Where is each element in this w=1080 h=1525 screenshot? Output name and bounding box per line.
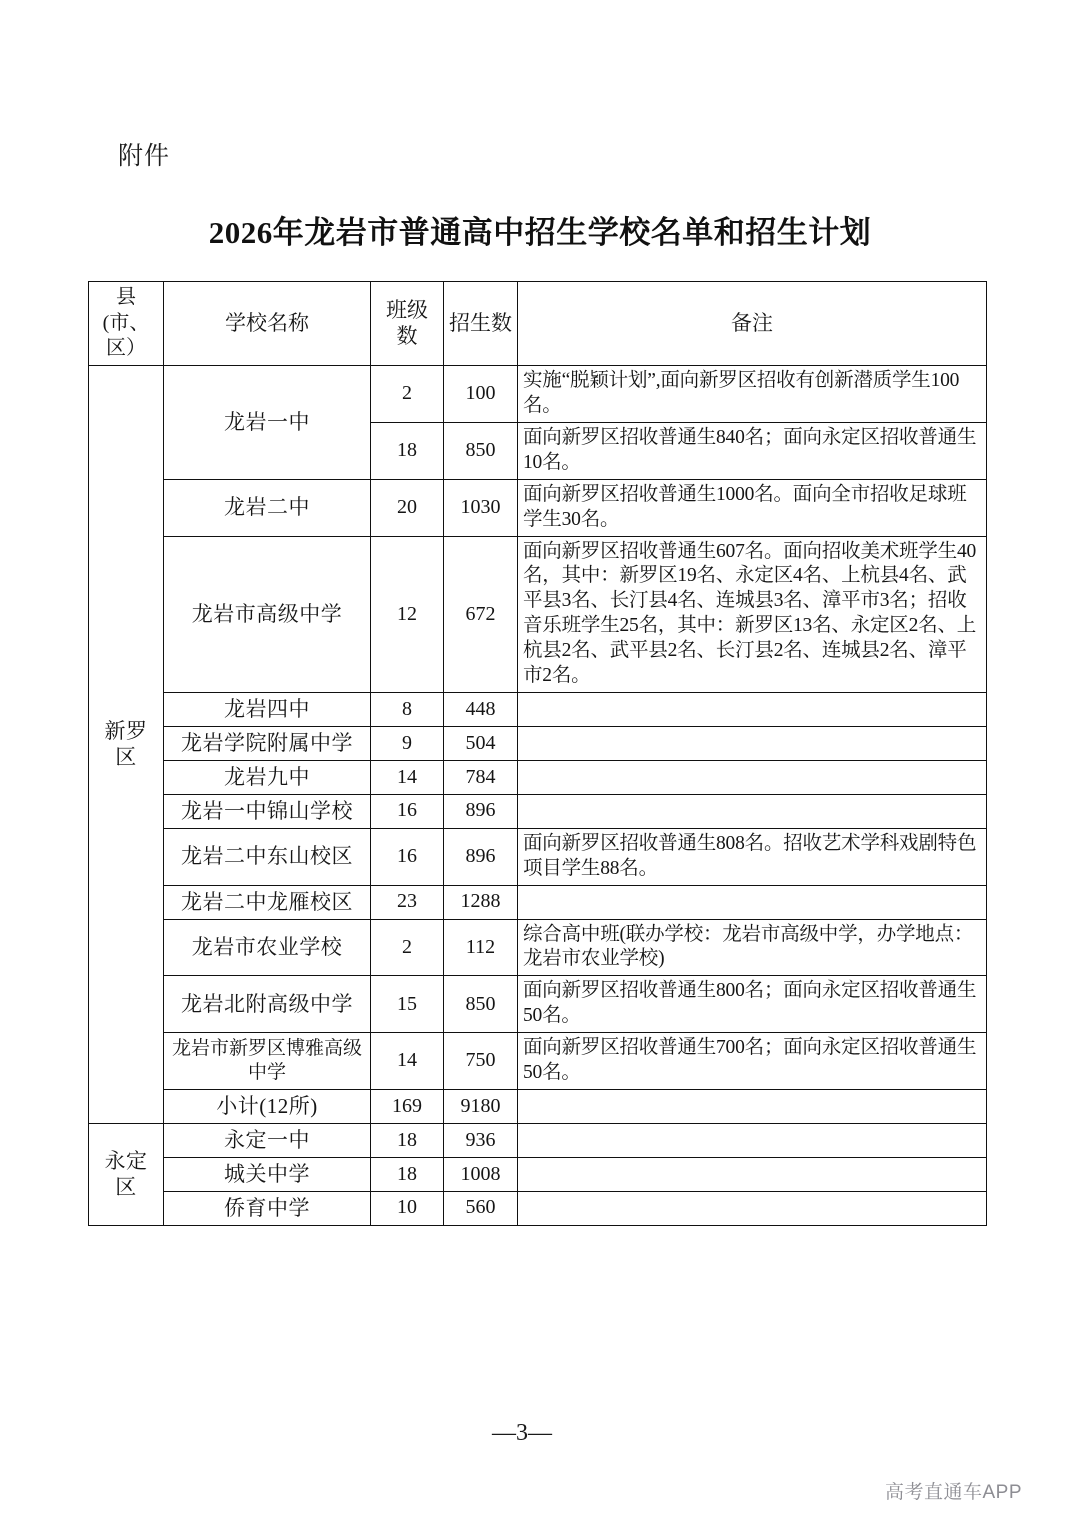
table-row [89, 828, 987, 885]
column-header-remark: 备注 [518, 282, 987, 366]
attachment-label: 附件 [118, 143, 171, 170]
remark-cell [518, 794, 987, 828]
classes-cell: 8 [371, 693, 444, 727]
enrollment-plan-table [88, 281, 987, 1226]
classes-cell: 18 [371, 1124, 444, 1158]
table-row-subtotal [89, 1090, 987, 1124]
enrollment-cell: 850 [444, 422, 518, 479]
school-name-cell: 龙岩二中东山校区 [164, 828, 371, 885]
remark-cell [518, 693, 987, 727]
classes-cell: 16 [371, 828, 444, 885]
region-cell-yongding: 永定区 [89, 1124, 164, 1226]
table-row [89, 1033, 987, 1090]
school-name-cell: 龙岩四中 [164, 693, 371, 727]
enrollment-cell: 896 [444, 794, 518, 828]
table-row [89, 760, 987, 794]
enrollment-cell: 100 [444, 365, 518, 422]
table-row [89, 536, 987, 693]
subtotal-enrollment-cell: 9180 [444, 1090, 518, 1124]
remark-cell: 面向新罗区招收普通生808名。招收艺术学科戏剧特色项目学生88名。 [518, 828, 987, 885]
column-header-region: 县(市、区） [89, 282, 164, 366]
subtotal-classes-cell: 169 [371, 1090, 444, 1124]
classes-cell: 12 [371, 536, 444, 693]
school-name-cell: 城关中学 [164, 1157, 371, 1191]
region-cell-xinluo: 新罗区 [89, 365, 164, 1123]
remark-cell [518, 1191, 987, 1225]
enrollment-cell: 560 [444, 1191, 518, 1225]
enrollment-cell: 672 [444, 536, 518, 693]
school-name-cell: 龙岩九中 [164, 760, 371, 794]
table-row [89, 919, 987, 976]
column-header-classes: 班级数 [371, 282, 444, 366]
table-row [89, 1157, 987, 1191]
classes-cell: 23 [371, 885, 444, 919]
classes-cell: 16 [371, 794, 444, 828]
classes-cell: 9 [371, 727, 444, 761]
table-row [89, 794, 987, 828]
school-name-cell: 龙岩二中龙雁校区 [164, 885, 371, 919]
enrollment-cell: 936 [444, 1124, 518, 1158]
table-row [89, 365, 987, 422]
enrollment-plan-table-container [88, 281, 986, 1226]
table-row [89, 1124, 987, 1158]
school-name-cell: 龙岩市新罗区博雅高级中学 [164, 1033, 371, 1090]
enrollment-cell: 1008 [444, 1157, 518, 1191]
column-header-school: 学校名称 [164, 282, 371, 366]
enrollment-cell: 750 [444, 1033, 518, 1090]
remark-cell: 面向新罗区招收普通生840名；面向永定区招收普通生10名。 [518, 422, 987, 479]
remark-cell: 面向新罗区招收普通生1000名。面向全市招收足球班学生30名。 [518, 479, 987, 536]
classes-cell: 2 [371, 365, 444, 422]
enrollment-cell: 504 [444, 727, 518, 761]
remark-cell [518, 1090, 987, 1124]
remark-cell [518, 1157, 987, 1191]
table-row [89, 885, 987, 919]
school-name-cell: 龙岩北附高级中学 [164, 976, 371, 1033]
school-name-cell: 龙岩一中 [164, 365, 371, 479]
classes-cell: 14 [371, 1033, 444, 1090]
enrollment-cell: 784 [444, 760, 518, 794]
page-number: —3— [492, 1420, 552, 1446]
classes-cell: 20 [371, 479, 444, 536]
classes-cell: 18 [371, 422, 444, 479]
subtotal-label-cell: 小计(12所) [164, 1090, 371, 1124]
classes-cell: 2 [371, 919, 444, 976]
school-name-cell: 龙岩市农业学校 [164, 919, 371, 976]
remark-cell: 面向新罗区招收普通生800名；面向永定区招收普通生50名。 [518, 976, 987, 1033]
enrollment-cell: 1030 [444, 479, 518, 536]
page-title: 2026年龙岩市普通高中招生学校名单和招生计划 [208, 215, 872, 250]
table-row [89, 727, 987, 761]
remark-cell: 面向新罗区招收普通生607名。面向招收美术班学生40名，其中：新罗区19名、永定区4名、上杭县4名、武平县3名、长汀县4名、连城县3名、漳平市3名；招收音乐班学生25名，其中：新罗区13名、永定区2名、上杭县2名、武平县2名、长汀县2名、连城县2名、漳平市2名。 [518, 536, 987, 693]
enrollment-cell: 448 [444, 693, 518, 727]
school-name-cell: 侨育中学 [164, 1191, 371, 1225]
enrollment-cell: 112 [444, 919, 518, 976]
column-header-enrollment: 招生数 [444, 282, 518, 366]
classes-cell: 14 [371, 760, 444, 794]
table-header-row [89, 282, 987, 366]
classes-cell: 10 [371, 1191, 444, 1225]
table-row [89, 976, 987, 1033]
table-row [89, 479, 987, 536]
table-row [89, 1191, 987, 1225]
enrollment-cell: 850 [444, 976, 518, 1033]
school-name-cell: 龙岩市高级中学 [164, 536, 371, 693]
remark-cell: 实施“脱颖计划”,面向新罗区招收有创新潜质学生100名。 [518, 365, 987, 422]
classes-cell: 15 [371, 976, 444, 1033]
remark-cell: 面向新罗区招收普通生700名；面向永定区招收普通生50名。 [518, 1033, 987, 1090]
remark-cell [518, 760, 987, 794]
classes-cell: 18 [371, 1157, 444, 1191]
school-name-cell: 龙岩一中锦山学校 [164, 794, 371, 828]
enrollment-cell: 1288 [444, 885, 518, 919]
watermark-label: 高考直通车APP [884, 1482, 1022, 1503]
remark-cell [518, 727, 987, 761]
table-row [89, 693, 987, 727]
school-name-cell: 永定一中 [164, 1124, 371, 1158]
remark-cell [518, 885, 987, 919]
school-name-cell: 龙岩学院附属中学 [164, 727, 371, 761]
school-name-cell: 龙岩二中 [164, 479, 371, 536]
remark-cell [518, 1124, 987, 1158]
enrollment-cell: 896 [444, 828, 518, 885]
remark-cell: 综合高中班(联办学校：龙岩市高级中学，办学地点：龙岩市农业学校) [518, 919, 987, 976]
